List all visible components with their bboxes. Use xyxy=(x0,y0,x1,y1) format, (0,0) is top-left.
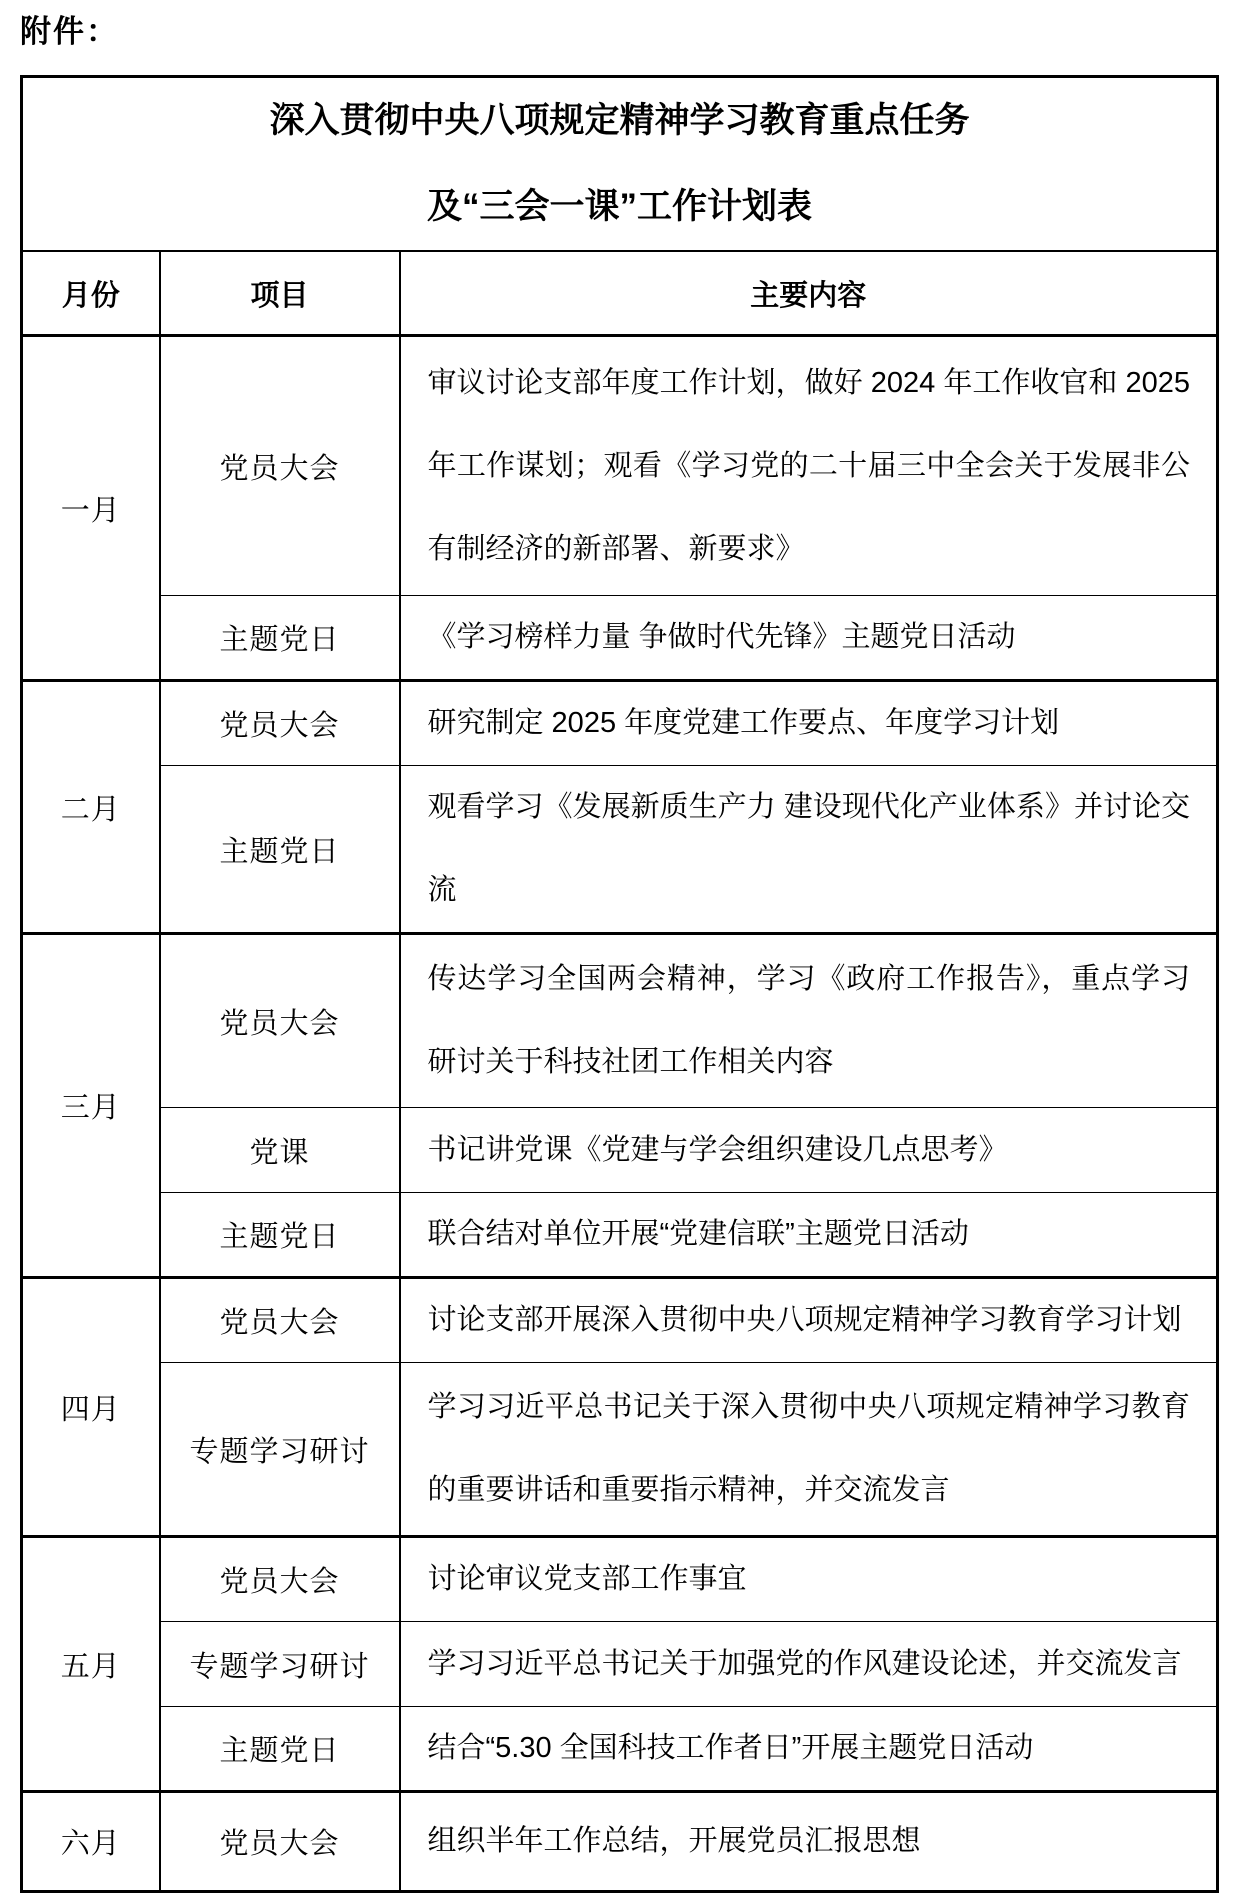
month-cell-january: 一月 xyxy=(22,336,160,681)
table-row xyxy=(22,934,1218,1108)
content-cell: 传达学习全国两会精神，学习《政府工作报告》，重点学习研讨关于科技社团工作相关内容 xyxy=(400,934,1218,1108)
table-row xyxy=(22,681,1218,766)
table-title-line-2: 及“三会一课”工作计划表 xyxy=(427,187,813,226)
table-row xyxy=(22,1622,1218,1707)
table-header-row xyxy=(22,251,1218,336)
project-cell: 党员大会 xyxy=(160,1278,400,1363)
project-cell: 党员大会 xyxy=(160,1792,400,1892)
project-cell: 党员大会 xyxy=(160,336,400,596)
content-cell: 联合结对单位开展“党建信联”主题党日活动 xyxy=(400,1193,1218,1278)
attachment-label: 附件： xyxy=(20,14,119,49)
content-cell: 组织半年工作总结，开展党员汇报思想 xyxy=(400,1792,1218,1892)
content-cell: 学习习近平总书记关于深入贯彻中央八项规定精神学习教育的重要讲话和重要指示精神，并交流发言 xyxy=(400,1363,1218,1537)
project-cell: 党员大会 xyxy=(160,681,400,766)
table-row xyxy=(22,1537,1218,1622)
project-cell: 党员大会 xyxy=(160,1537,400,1622)
table-row xyxy=(22,1108,1218,1193)
month-cell-march: 三月 xyxy=(22,934,160,1278)
table-title-row xyxy=(22,77,1218,252)
content-cell: 学习习近平总书记关于加强党的作风建设论述，并交流发言 xyxy=(400,1622,1218,1707)
table-row xyxy=(22,336,1218,596)
content-cell: 审议讨论支部年度工作计划，做好 2024 年工作收官和 2025 年工作谋划；观看《学习党的二十届三中全会关于发展非公有制经济的新部署、新要求》 xyxy=(400,336,1218,596)
header-month: 月份 xyxy=(22,251,160,336)
project-cell: 主题党日 xyxy=(160,1707,400,1792)
table-row xyxy=(22,596,1218,681)
content-cell: 讨论支部开展深入贯彻中央八项规定精神学习教育学习计划 xyxy=(400,1278,1218,1363)
content-cell: 观看学习《发展新质生产力 建设现代化产业体系》并讨论交流 xyxy=(400,766,1218,934)
project-cell: 主题党日 xyxy=(160,1193,400,1278)
project-cell: 主题党日 xyxy=(160,596,400,681)
header-project: 项目 xyxy=(160,251,400,336)
table-title-line-1: 深入贯彻中央八项规定精神学习教育重点任务 xyxy=(269,101,970,140)
month-cell-february: 二月 xyxy=(22,681,160,934)
project-cell: 主题党日 xyxy=(160,766,400,934)
project-cell: 专题学习研讨 xyxy=(160,1622,400,1707)
content-cell: 《学习榜样力量 争做时代先锋》主题党日活动 xyxy=(400,596,1218,681)
table-row xyxy=(22,1792,1218,1892)
work-plan-table xyxy=(20,75,1219,1893)
table-row xyxy=(22,1363,1218,1537)
content-cell: 书记讲党课《党建与学会组织建设几点思考》 xyxy=(400,1108,1218,1193)
month-cell-may: 五月 xyxy=(22,1537,160,1792)
table-row xyxy=(22,1278,1218,1363)
content-cell: 结合“5.30 全国科技工作者日”开展主题党日活动 xyxy=(400,1707,1218,1792)
header-content: 主要内容 xyxy=(400,251,1218,336)
project-cell: 专题学习研讨 xyxy=(160,1363,400,1537)
month-cell-april: 四月 xyxy=(22,1278,160,1537)
project-cell: 党课 xyxy=(160,1108,400,1193)
project-cell: 党员大会 xyxy=(160,934,400,1108)
table-row xyxy=(22,1707,1218,1792)
table-row xyxy=(22,766,1218,934)
content-cell: 讨论审议党支部工作事宜 xyxy=(400,1537,1218,1622)
table-row xyxy=(22,1193,1218,1278)
table-title-cell xyxy=(22,77,1218,252)
month-cell-june: 六月 xyxy=(22,1792,160,1892)
content-cell: 研究制定 2025 年度党建工作要点、年度学习计划 xyxy=(400,681,1218,766)
